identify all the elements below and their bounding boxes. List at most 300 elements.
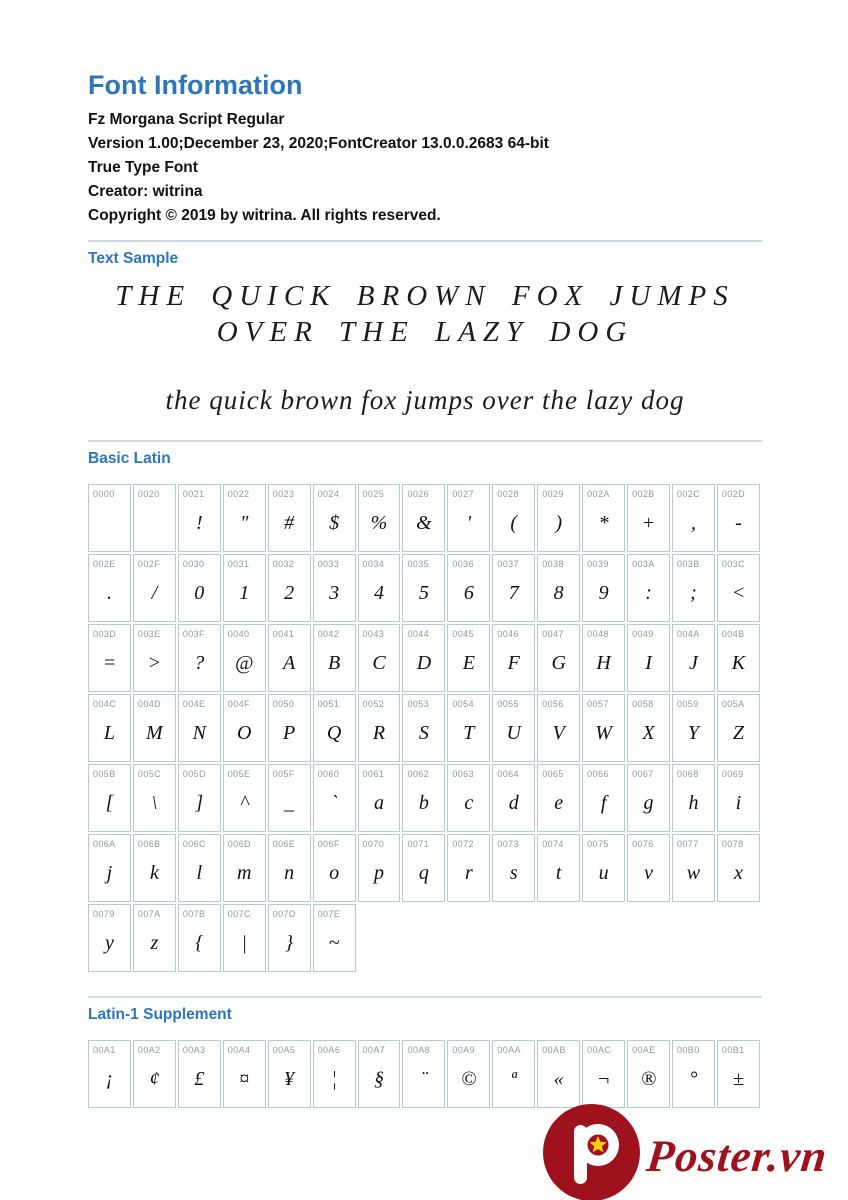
unicode-code-label: 0023 xyxy=(272,489,295,499)
glyph-character: O xyxy=(237,722,252,744)
unicode-code-label: 0046 xyxy=(497,629,519,639)
unicode-code-label: 004E xyxy=(182,699,206,709)
glyph-cell xyxy=(313,904,356,972)
unicode-code-label: 00A9 xyxy=(452,1045,475,1055)
glyph-character: Q xyxy=(326,722,342,744)
glyph-cell xyxy=(492,624,535,692)
glyph-row xyxy=(88,764,760,832)
glyph-cell xyxy=(133,904,176,972)
unicode-code-label: 004C xyxy=(93,699,117,709)
glyph-cell xyxy=(223,904,266,972)
font-version: Version 1.00;December 23, 2020;FontCreator 13.0.0.2683 64-bit xyxy=(88,135,549,152)
glyph-cell xyxy=(582,554,625,622)
glyph-character: « xyxy=(553,1068,564,1090)
glyph-character: S xyxy=(418,722,429,744)
glyph-cell xyxy=(223,624,266,692)
glyph-character: f xyxy=(600,792,607,814)
latin1-glyph-table xyxy=(86,1038,762,1110)
glyph-character: r xyxy=(464,862,473,884)
unicode-code-label: 0033 xyxy=(317,559,340,569)
unicode-code-label: 0070 xyxy=(362,839,385,849)
unicode-code-label: 005B xyxy=(93,769,116,779)
glyph-cell xyxy=(268,694,311,762)
unicode-code-label: 003D xyxy=(93,629,117,639)
glyph-character: 8 xyxy=(553,582,564,604)
unicode-code-label: 0063 xyxy=(452,769,474,779)
glyph-character: \ xyxy=(151,792,158,814)
font-creator: Creator: witrina xyxy=(88,183,203,200)
glyph-character: > xyxy=(147,652,162,674)
unicode-code-label: 0054 xyxy=(452,699,474,709)
glyph-cell xyxy=(582,1040,625,1108)
unicode-code-label: 0022 xyxy=(227,489,250,499)
glyph-character: A xyxy=(283,652,296,674)
glyph-cell xyxy=(178,484,221,552)
document-body xyxy=(88,0,762,1110)
unicode-code-label: 005E xyxy=(227,769,251,779)
glyph-character: , xyxy=(690,512,696,534)
unicode-code-label: 0062 xyxy=(407,769,430,779)
glyph-cell xyxy=(133,694,176,762)
unicode-code-label: 004B xyxy=(721,629,745,639)
glyph-cell xyxy=(313,764,356,832)
glyph-character: ª xyxy=(510,1068,517,1090)
glyph-character: _ xyxy=(284,792,295,814)
glyph-cell xyxy=(447,484,490,552)
glyph-character: / xyxy=(151,582,158,604)
unicode-code-label: 0055 xyxy=(497,699,519,709)
unicode-code-label: 0047 xyxy=(542,629,564,639)
unicode-code-label: 006D xyxy=(227,839,251,849)
glyph-cell xyxy=(447,624,490,692)
unicode-code-label: 0052 xyxy=(362,699,385,709)
glyph-cell xyxy=(627,764,670,832)
glyph-character: ~ xyxy=(328,932,340,954)
latin1-supplement-section xyxy=(88,996,762,1110)
unicode-code-label: 0032 xyxy=(272,559,295,569)
glyph-character: : xyxy=(645,582,652,604)
unicode-code-label: 002F xyxy=(137,559,161,569)
glyph-cell xyxy=(88,904,131,972)
glyph-cell xyxy=(627,1040,670,1108)
glyph-character: + xyxy=(641,512,656,534)
glyph-character: Y xyxy=(687,722,699,744)
glyph-cell xyxy=(268,764,311,832)
glyph-cell xyxy=(88,694,131,762)
unicode-code-label: 006C xyxy=(182,839,206,849)
glyph-character: s xyxy=(509,862,518,884)
unicode-code-label: 003B xyxy=(676,559,700,569)
unicode-code-label: 0037 xyxy=(497,559,519,569)
glyph-character: m xyxy=(237,862,252,884)
glyph-character: ^ xyxy=(240,792,249,814)
unicode-code-label: 0064 xyxy=(497,769,519,779)
glyph-cell xyxy=(178,1040,221,1108)
unicode-code-label: 005F xyxy=(272,769,295,779)
unicode-code-label: 0029 xyxy=(542,489,564,499)
glyph-cell xyxy=(717,764,760,832)
glyph-character: B xyxy=(327,652,341,674)
unicode-code-label: 006B xyxy=(137,839,161,849)
unicode-code-label: 0057 xyxy=(587,699,609,709)
unicode-code-label: 0068 xyxy=(676,769,699,779)
glyph-character: < xyxy=(731,582,746,604)
unicode-code-label: 0077 xyxy=(676,839,699,849)
unicode-code-label: 007B xyxy=(182,909,206,919)
glyph-cell xyxy=(268,484,311,552)
unicode-code-label: 0030 xyxy=(182,559,205,569)
glyph-character: £ xyxy=(194,1068,205,1090)
glyph-cell xyxy=(88,1040,131,1108)
glyph-row xyxy=(88,1040,760,1108)
glyph-cell xyxy=(133,484,176,552)
glyph-cell xyxy=(402,1040,445,1108)
glyph-character: k xyxy=(149,862,159,884)
glyph-character: { xyxy=(195,932,204,954)
glyph-character: [ xyxy=(105,792,114,814)
glyph-cell xyxy=(133,834,176,902)
glyph-cell xyxy=(358,694,401,762)
glyph-character: w xyxy=(686,862,701,884)
font-info-block xyxy=(88,108,762,228)
glyph-character: I xyxy=(645,652,652,674)
glyph-character: v xyxy=(644,862,653,884)
glyph-cell xyxy=(582,484,625,552)
unicode-code-label: 00B1 xyxy=(721,1045,745,1055)
unicode-code-label: 0026 xyxy=(407,489,430,499)
glyph-cell xyxy=(178,624,221,692)
glyph-character: d xyxy=(508,792,519,814)
text-sample-section xyxy=(88,240,762,416)
glyph-cell xyxy=(88,764,131,832)
glyph-character: p xyxy=(373,862,384,884)
glyph-character: q xyxy=(418,862,429,884)
glyph-cell xyxy=(492,1040,535,1108)
font-copyright: Copyright © 2019 by witrina. All rights reserved. xyxy=(88,207,441,224)
unicode-code-label: 0045 xyxy=(452,629,474,639)
glyph-cell xyxy=(223,834,266,902)
glyph-cell xyxy=(537,624,580,692)
glyph-character: ' xyxy=(466,512,471,534)
unicode-code-label: 0027 xyxy=(452,489,474,499)
glyph-cell xyxy=(447,1040,490,1108)
glyph-cell xyxy=(582,764,625,832)
glyph-character: C xyxy=(372,652,386,674)
glyph-character: " xyxy=(240,512,249,534)
glyph-cell xyxy=(223,694,266,762)
glyph-cell xyxy=(268,624,311,692)
glyph-cell xyxy=(178,764,221,832)
glyph-character: K xyxy=(731,652,746,674)
glyph-row xyxy=(88,904,760,972)
unicode-code-label: 0035 xyxy=(407,559,430,569)
unicode-code-label: 0043 xyxy=(362,629,385,639)
glyph-character: ° xyxy=(689,1068,698,1090)
unicode-code-label: 0079 xyxy=(93,909,115,919)
glyph-character: o xyxy=(329,862,340,884)
unicode-code-label: 0000 xyxy=(93,489,115,499)
glyph-character: F xyxy=(507,652,520,674)
basic-latin-heading: Basic Latin xyxy=(88,450,171,467)
glyph-character: 9 xyxy=(598,582,609,604)
glyph-cell xyxy=(492,694,535,762)
glyph-character: 1 xyxy=(239,582,250,604)
glyph-row xyxy=(88,834,760,902)
glyph-row xyxy=(88,484,760,552)
glyph-character: * xyxy=(598,512,609,534)
latin1-supplement-heading: Latin-1 Supplement xyxy=(88,1006,232,1023)
glyph-character: # xyxy=(284,512,295,534)
poster-vn-logo-text: Poster.vn xyxy=(644,1130,830,1181)
unicode-code-label: 0075 xyxy=(587,839,609,849)
sample-uppercase-line1: THE QUICK BROWN FOX JUMPS xyxy=(115,280,735,312)
glyph-cell xyxy=(627,554,670,622)
glyph-character: ¡ xyxy=(105,1068,114,1090)
unicode-code-label: 007D xyxy=(272,909,296,919)
unicode-code-label: 003A xyxy=(632,559,655,569)
unicode-code-label: 004F xyxy=(227,699,250,709)
glyph-character: R xyxy=(372,722,386,744)
glyph-cell xyxy=(178,554,221,622)
glyph-cell xyxy=(313,694,356,762)
basic-latin-glyph-table xyxy=(86,482,762,974)
glyph-cell xyxy=(627,834,670,902)
glyph-cell xyxy=(133,624,176,692)
unicode-code-label: 0024 xyxy=(317,489,340,499)
glyph-character: a xyxy=(373,792,384,814)
glyph-character: ¤ xyxy=(239,1068,250,1090)
glyph-cell xyxy=(717,484,760,552)
glyph-cell xyxy=(537,554,580,622)
glyph-character: H xyxy=(596,652,611,674)
glyph-cell xyxy=(447,834,490,902)
glyph-cell xyxy=(88,834,131,902)
glyph-cell xyxy=(672,1040,715,1108)
glyph-character: 3 xyxy=(329,582,340,604)
glyph-character: - xyxy=(735,512,742,534)
glyph-cell xyxy=(492,554,535,622)
glyph-cell xyxy=(402,764,445,832)
glyph-cell xyxy=(402,624,445,692)
glyph-cell xyxy=(627,694,670,762)
glyph-cell xyxy=(492,764,535,832)
glyph-character: P xyxy=(283,722,296,744)
glyph-cell xyxy=(672,554,715,622)
unicode-code-label: 0041 xyxy=(272,629,295,639)
glyph-character: J xyxy=(689,652,698,674)
glyph-cell xyxy=(537,694,580,762)
unicode-code-label: 0066 xyxy=(587,769,609,779)
glyph-character: ¥ xyxy=(284,1068,295,1090)
unicode-code-label: 0028 xyxy=(497,489,519,499)
glyph-character: L xyxy=(103,722,116,744)
unicode-code-label: 002E xyxy=(93,559,116,569)
unicode-code-label: 007A xyxy=(137,909,161,919)
glyph-cell xyxy=(402,554,445,622)
unicode-code-label: 00A6 xyxy=(317,1045,341,1055)
glyph-cell xyxy=(627,624,670,692)
unicode-code-label: 0056 xyxy=(542,699,564,709)
glyph-character: ¢ xyxy=(149,1068,160,1090)
unicode-code-label: 00AB xyxy=(542,1045,566,1055)
unicode-code-label: 003E xyxy=(137,629,161,639)
glyph-cell xyxy=(133,764,176,832)
unicode-code-label: 006F xyxy=(317,839,340,849)
glyph-cell xyxy=(447,694,490,762)
glyph-cell xyxy=(717,1040,760,1108)
glyph-character: 4 xyxy=(373,582,384,604)
glyph-cell xyxy=(717,834,760,902)
glyph-cell xyxy=(268,1040,311,1108)
glyph-character: ) xyxy=(555,512,563,534)
unicode-code-label: 003F xyxy=(182,629,205,639)
glyph-cell xyxy=(358,1040,401,1108)
glyph-cell xyxy=(88,554,131,622)
glyph-character: ® xyxy=(640,1068,657,1090)
glyph-character: E xyxy=(462,652,475,674)
glyph-character: U xyxy=(506,722,521,744)
glyph-character: } xyxy=(285,932,294,954)
unicode-code-label: 0071 xyxy=(407,839,430,849)
glyph-character: ! xyxy=(195,512,203,534)
glyph-character: ] xyxy=(195,792,204,814)
unicode-code-label: 00AA xyxy=(497,1045,521,1055)
glyph-cell xyxy=(313,624,356,692)
unicode-code-label: 0078 xyxy=(721,839,744,849)
unicode-code-label: 005D xyxy=(182,769,206,779)
unicode-code-label: 00A4 xyxy=(227,1045,251,1055)
unicode-code-label: 002B xyxy=(632,489,655,499)
glyph-character: 2 xyxy=(284,582,295,604)
unicode-code-label: 00AC xyxy=(587,1045,612,1055)
glyph-row xyxy=(88,694,760,762)
glyph-character: j xyxy=(106,862,113,884)
glyph-character: | xyxy=(241,932,247,954)
unicode-code-label: 007E xyxy=(317,909,341,919)
glyph-character: i xyxy=(735,792,742,814)
glyph-cell xyxy=(537,484,580,552)
glyph-character: ¦ xyxy=(331,1068,337,1090)
glyph-character: $ xyxy=(329,512,340,534)
unicode-code-label: 0042 xyxy=(317,629,340,639)
unicode-code-label: 006A xyxy=(93,839,116,849)
glyph-cell xyxy=(672,694,715,762)
glyph-character: b xyxy=(418,792,429,814)
glyph-cell xyxy=(447,554,490,622)
page-title: Font Information xyxy=(88,70,303,100)
unicode-code-label: 0039 xyxy=(587,559,609,569)
poster-vn-watermark xyxy=(543,1104,830,1200)
unicode-code-label: 0060 xyxy=(317,769,340,779)
glyph-cell xyxy=(717,554,760,622)
unicode-code-label: 006E xyxy=(272,839,296,849)
unicode-code-label: 0036 xyxy=(452,559,474,569)
unicode-code-label: 004A xyxy=(676,629,700,639)
glyph-character: ( xyxy=(510,512,518,534)
glyph-character: ? xyxy=(194,652,205,674)
unicode-code-label: 0031 xyxy=(227,559,250,569)
unicode-code-label: 0048 xyxy=(587,629,609,639)
glyph-character: ` xyxy=(330,792,338,814)
text-sample-heading: Text Sample xyxy=(88,250,179,267)
glyph-character: ± xyxy=(732,1068,744,1090)
glyph-cell xyxy=(268,904,311,972)
glyph-cell xyxy=(223,1040,266,1108)
unicode-code-label: 0065 xyxy=(542,769,564,779)
glyph-character: D xyxy=(416,652,432,674)
glyph-cell xyxy=(178,834,221,902)
glyph-character: 7 xyxy=(508,582,519,604)
unicode-code-label: 002A xyxy=(587,489,610,499)
unicode-code-label: 0074 xyxy=(542,839,564,849)
font-type: True Type Font xyxy=(88,159,198,176)
glyph-cell xyxy=(313,1040,356,1108)
glyph-character: 6 xyxy=(463,582,474,604)
glyph-character: § xyxy=(373,1068,384,1090)
glyph-cell xyxy=(223,554,266,622)
unicode-code-label: 00A5 xyxy=(272,1045,296,1055)
glyph-cell xyxy=(88,484,131,552)
glyph-cell xyxy=(178,904,221,972)
glyph-character: x xyxy=(734,862,743,884)
glyph-cell xyxy=(402,484,445,552)
glyph-character: & xyxy=(416,512,432,534)
unicode-code-label: 0073 xyxy=(497,839,519,849)
glyph-cell xyxy=(717,624,760,692)
glyph-cell xyxy=(268,834,311,902)
unicode-code-label: 0061 xyxy=(362,769,385,779)
unicode-code-label: 00A3 xyxy=(182,1045,206,1055)
glyph-cell xyxy=(268,554,311,622)
glyph-character: t xyxy=(555,862,562,884)
glyph-cell xyxy=(537,1040,580,1108)
glyph-cell xyxy=(402,834,445,902)
glyph-character: g xyxy=(643,792,654,814)
glyph-character: = xyxy=(102,652,117,674)
glyph-cell xyxy=(672,624,715,692)
glyph-character: 0 xyxy=(194,582,205,604)
unicode-code-label: 0076 xyxy=(632,839,654,849)
glyph-cell xyxy=(717,694,760,762)
glyph-character: N xyxy=(192,722,206,744)
glyph-cell xyxy=(537,834,580,902)
glyph-cell xyxy=(582,624,625,692)
glyph-cell xyxy=(178,694,221,762)
glyph-cell xyxy=(672,484,715,552)
glyph-character: © xyxy=(461,1068,477,1090)
unicode-code-label: 0050 xyxy=(272,699,295,709)
glyph-cell xyxy=(88,624,131,692)
glyph-cell xyxy=(358,624,401,692)
glyph-cell xyxy=(313,834,356,902)
glyph-cell xyxy=(358,834,401,902)
glyph-character: n xyxy=(284,862,295,884)
glyph-character: ¨ xyxy=(420,1068,428,1090)
glyph-character: ¬ xyxy=(596,1068,611,1090)
glyph-cell xyxy=(313,484,356,552)
glyph-row xyxy=(88,554,760,622)
glyph-character: W xyxy=(595,722,612,744)
glyph-cell xyxy=(627,484,670,552)
unicode-code-label: 0044 xyxy=(407,629,430,639)
glyph-cell xyxy=(133,554,176,622)
glyph-character: X xyxy=(642,722,655,744)
glyph-cell xyxy=(358,764,401,832)
basic-latin-section xyxy=(88,440,762,974)
unicode-code-label: 004D xyxy=(137,699,162,709)
glyph-character: V xyxy=(552,722,565,744)
glyph-cell xyxy=(672,834,715,902)
